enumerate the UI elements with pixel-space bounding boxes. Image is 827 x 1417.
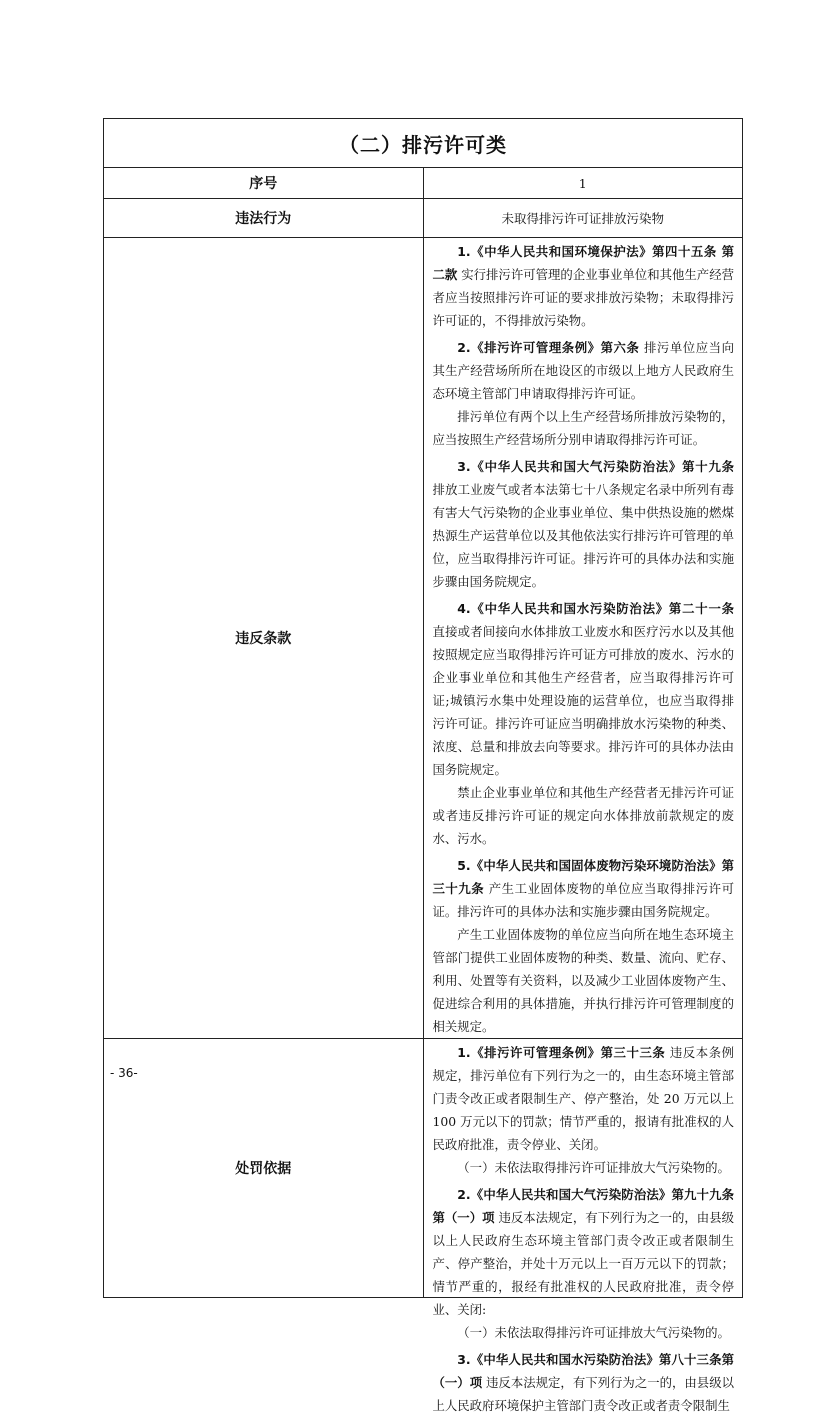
item-number: 2. [457,340,471,355]
law-name: 《中华人民共和国水污染防治法》第八十三条第（一）项 [432,1352,734,1390]
paragraph [433,336,735,405]
law-name: 《排污许可管理条例》第六条 [470,340,640,355]
paragraph-text: 产生工业固体废物的单位应当取得排污许可证。排污许可的具体办法和实施步骤由国务院规定。 [432,881,734,919]
articles-cell [423,238,743,1039]
item-number: 1. [457,244,471,259]
articles-label: 违反条款 [104,238,424,1039]
paragraph-text: 违反本法规定，有下列行为之一的，由县级以上人民政府生态环境主管部门责令改正或者限制生产、停产整治，并处十万元以上一百万元以下的罚款；情节严重的，报经有批准权的人民政府批准，责令停业、关闭: [432,1210,734,1317]
act-value: 未取得排污许可证排放污染物 [423,199,743,238]
item-number: 3. [457,1352,471,1367]
law-citation [457,1045,665,1060]
paragraph-text: （一）未依法取得排污许可证排放大气污染物的。 [457,1325,730,1340]
paragraph [433,405,735,451]
penalty-label: 处罚依据 [104,1039,424,1298]
section-title: （二）排污许可类 [104,119,743,168]
paragraph [433,854,735,923]
paragraph-text: （一）未依法取得排污许可证排放大气污染物的。 [457,1160,730,1175]
paragraph-text: 直接或者间接向水体排放工业废水和医疗污水以及其他按照规定应当取得排污许可证方可排放的废水、污水的企业事业单位和其他生产经营者，应当取得排污许可证;城镇污水集中处理设施的运营单位，也应当取得排污许可证。排污许可证应当明确排放水污染物的种类、浓度、总量和排放去向等要求。排污许可的具体办法由国务院规定。 [432,624,734,777]
paragraph [433,923,735,1038]
seq-value: 1 [423,168,743,199]
paragraph-text: 违反本条例规定，排污单位有下列行为之一的，由生态环境主管部门责令改正或者限制生产、停产整治，处 20 万元以上 100 万元以下的罚款；情节严重的，报请有批准权的人民政府批准，责令停业、关闭。 [432,1045,734,1152]
paragraph-text: 实行排污许可管理的企业事业单位和其他生产经营者应当按照排污许可证的要求排放污染物；未取得排污许可证的，不得排放污染物。 [432,267,734,328]
law-name: 《中华人民共和国环境保护法》第四十五条 第二款 [432,244,734,282]
item-number: 5. [457,858,471,873]
paragraph-text: 禁止企业事业单位和其他生产经营者无排污许可证或者违反排污许可证的规定向水体排放前款规定的废水、污水。 [432,785,734,846]
law-name: 《排污许可管理条例》第三十三条 [470,1045,666,1060]
paragraph [433,781,735,850]
paragraph [433,1156,735,1179]
seq-label: 序号 [104,168,424,199]
law-citation [457,601,734,616]
paragraph [433,597,735,781]
paragraph [433,1183,735,1321]
articles-content [424,238,743,1038]
paragraph-text: 产生工业固体废物的单位应当向所在地生态环境主管部门提供工业固体废物的种类、数量、流向、贮存、利用、处置等有关资料，以及减少工业固体废物产生、促进综合利用的具体措施，并执行排污许可管理制度的相关规定。 [432,927,734,1034]
table-row [104,1039,743,1298]
paragraph-text: 违反本法规定，有下列行为之一的，由县级以上人民政府环境保护主管部门责令改正或者责令限制生 [432,1375,734,1413]
paragraph-text: 排放工业废气或者本法第七十八条规定名录中所列有毒有害大气污染物的企业事业单位、集中供热设施的燃煤热源生产运营单位以及其他依法实行排污许可管理的单位，应当取得排污许可证。排污许可的具体办法和实施步骤由国务院规定。 [432,482,734,589]
paragraph [433,1321,735,1344]
item-number: 2. [457,1187,471,1202]
paragraph-text: 排污单位应当向其生产经营场所所在地设区的市级以上地方人民政府生态环境主管部门申请取得排污许可证。 [432,340,734,401]
law-name: 《中华人民共和国水污染防治法》第二十一条 [470,601,734,616]
table-row [104,238,743,1039]
law-name: 《中华人民共和国固体废物污染环境防治法》第三十九条 [432,858,734,896]
table-row [104,168,743,199]
penalty-content [424,1039,743,1413]
act-label: 违法行为 [104,199,424,238]
paragraph [433,1348,735,1417]
law-citation [457,340,639,355]
item-number: 3. [457,459,471,474]
paragraph-text: 排污单位有两个以上生产经营场所排放污染物的，应当按照生产经营场所分别申请取得排污许可证。 [432,409,734,447]
law-citation [457,459,734,474]
law-name: 《中华人民共和国大气污染防治法》第十九条 [470,459,734,474]
paragraph [433,1041,735,1156]
paragraph [433,455,735,593]
penalty-table [103,118,743,1413]
page-number: - 36- [110,1066,138,1080]
penalty-cell [423,1039,743,1413]
item-number: 1. [457,1045,471,1060]
table-row [104,199,743,238]
paragraph [433,240,735,332]
law-name: 《中华人民共和国大气污染防治法》第九十九条第（一）项 [432,1187,734,1225]
item-number: 4. [457,601,471,616]
